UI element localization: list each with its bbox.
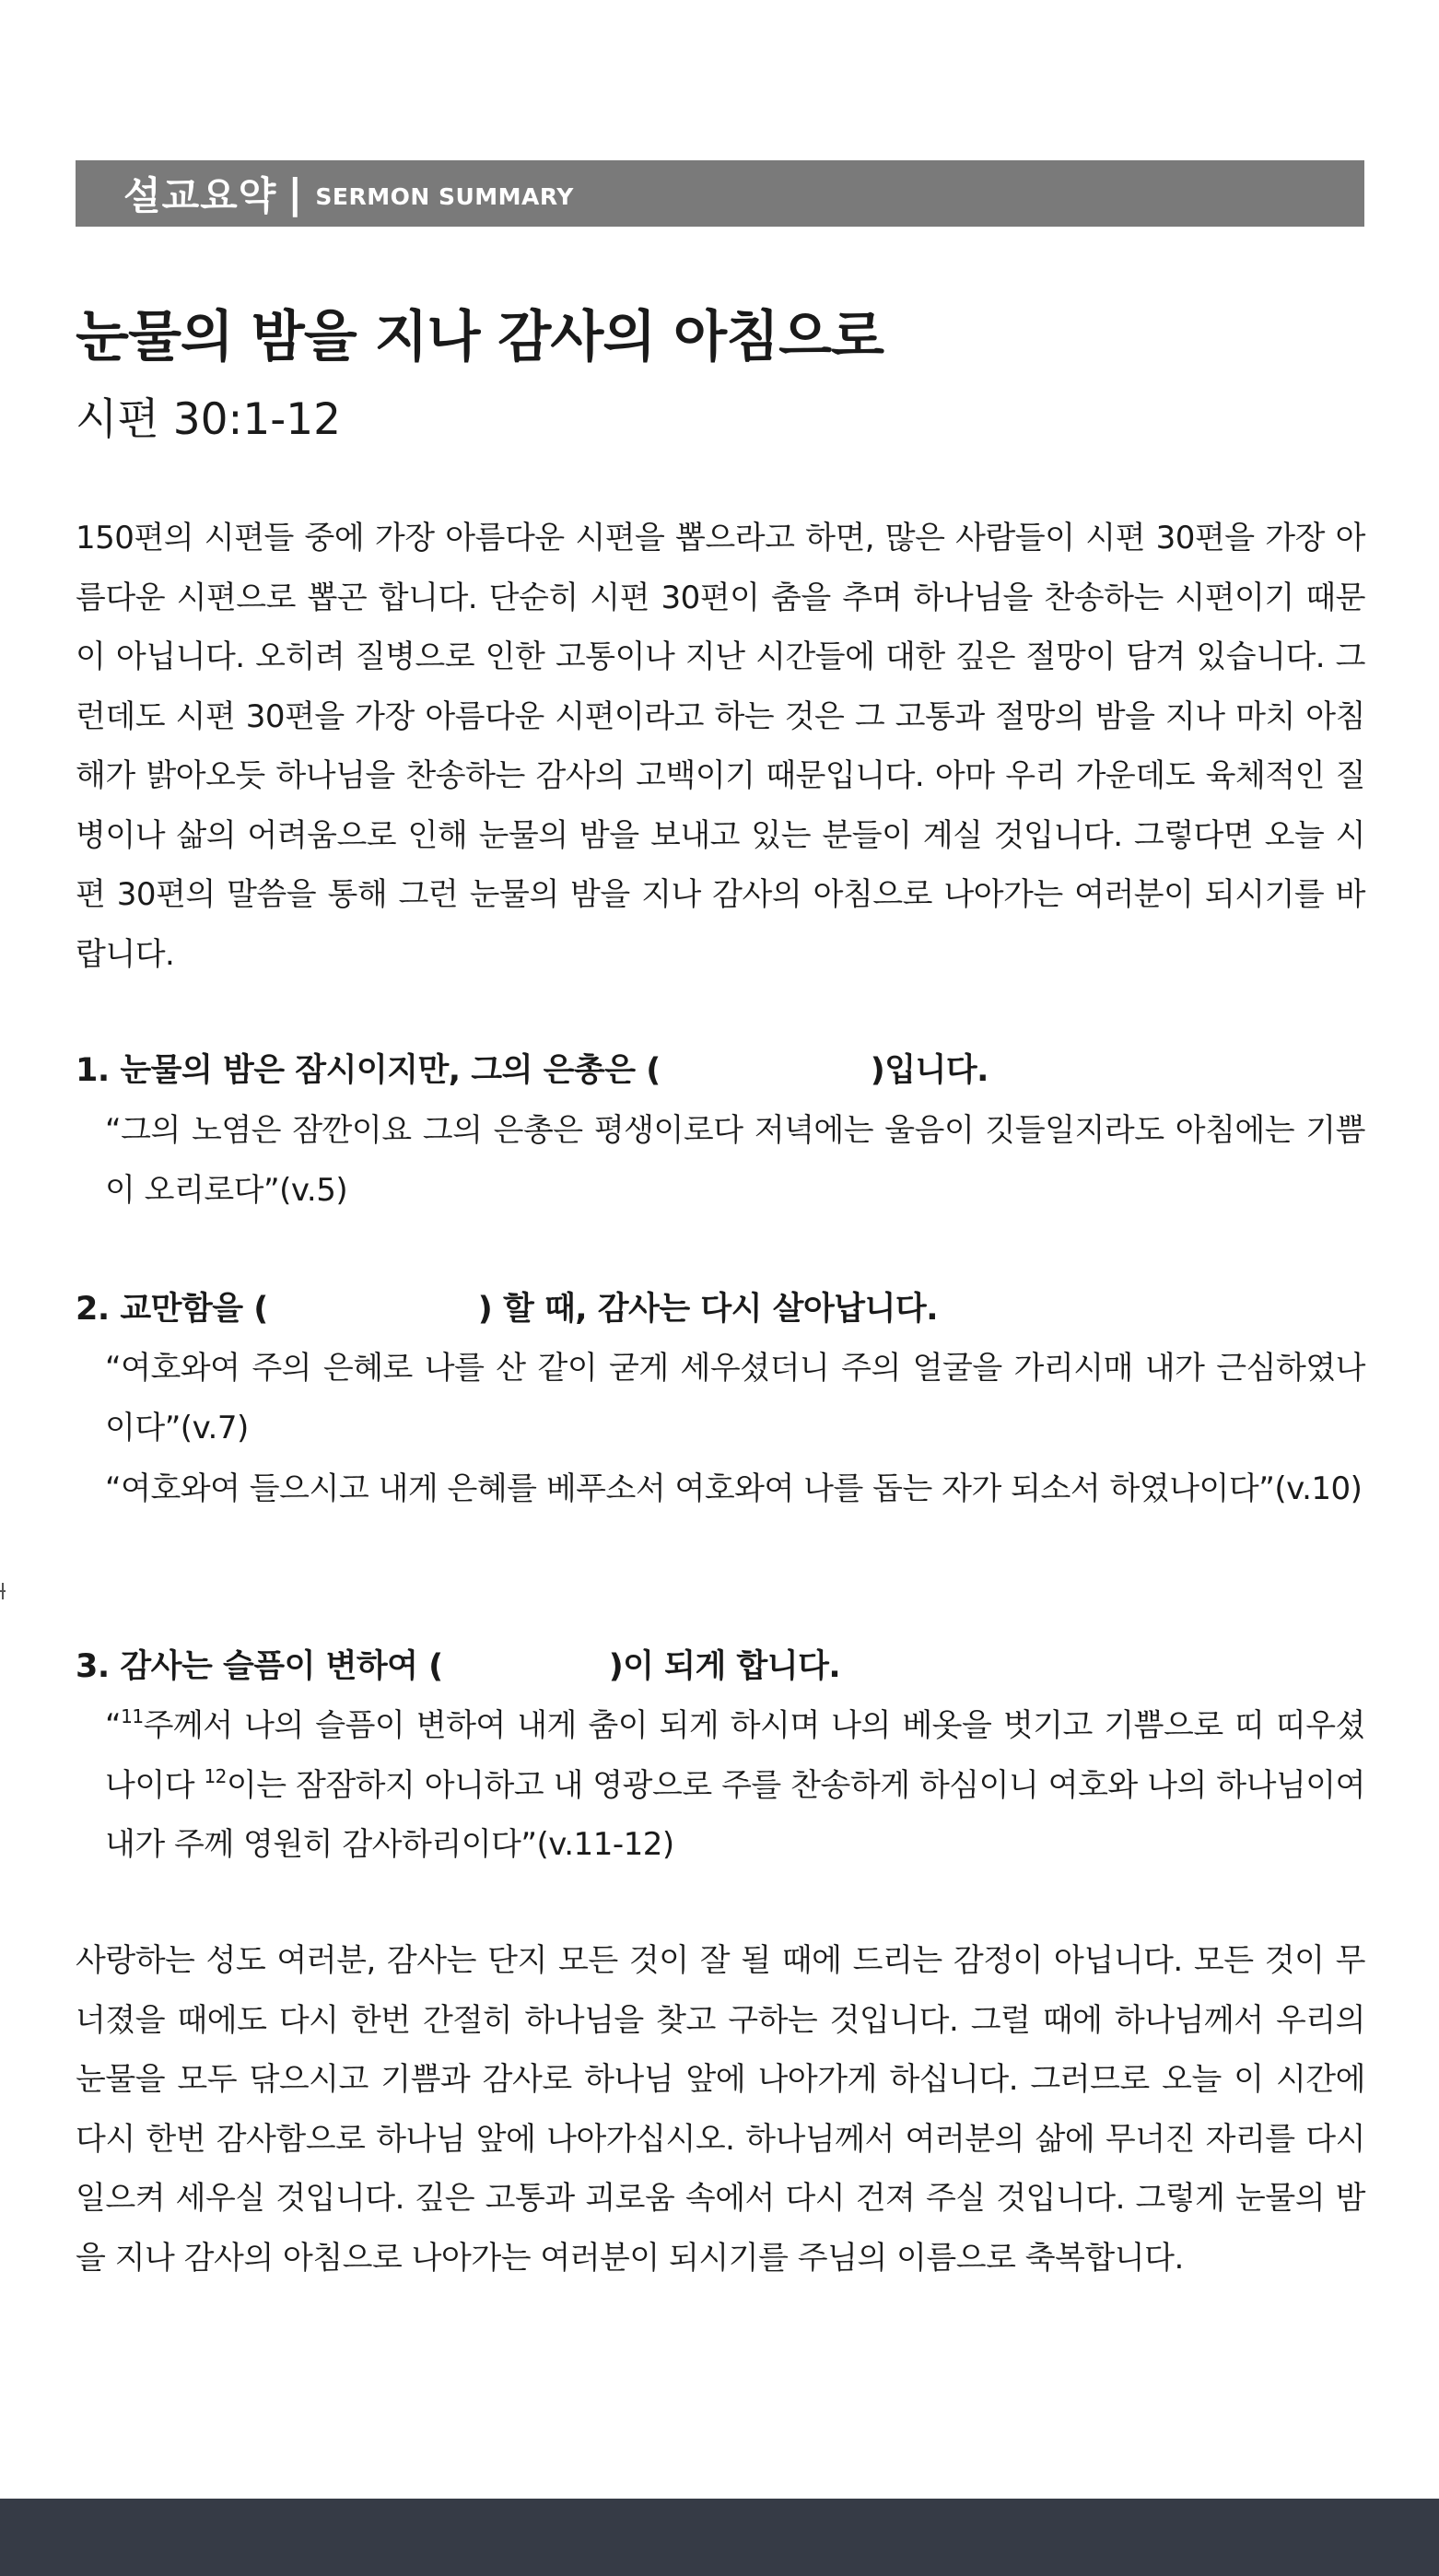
verse-12-text: 이는 잠잠하지 아니하고 내 영광으로 주를 찬송하게 하심이니 여호와 나의 하나님이여 내가 주께 영원히 감사하리이다”(v.11-12) — [105, 1766, 1365, 1863]
intro-paragraph: 150편의 시편들 중에 가장 아름다운 시편을 뽑으라고 하면, 많은 사람들이 시편 30편을 가장 아름다운 시편으로 뽑곤 합니다. 단순히 시편 30편이 춤을 추며 하나님을 찬송하는 시편이기 때문이 아닙니다. 오히려 질병으로 인한 고통이나 지난 시간들에 대한 깊은 절망이 담겨 있습니다. 그런데도 시편 30편을 가장 아름다운 시편이라고 하는 것은 그 고통과 절망의 밤을 지나 마치 아침 해가 밝아오듯 하나님을 찬송하는 감사의 고백이기 때문입니다. 아마 우리 가운데도 육체적인 질병이나 삶의 어려움으로 인해 눈물의 밤을 보내고 있는 분들이 계실 것입니다. 그렇다면 오늘 시편 30편의 말씀을 통해 그런 눈물의 밤을 지나 감사의 아침으로 나아가는 여러분이 되시기를 바랍니다. — [76, 520, 1365, 973]
sermon-title: 눈물의 밤을 지나 감사의 아침으로 — [76, 305, 883, 369]
margin-crop-mark — [0, 1581, 6, 1601]
point-2-verse-10: “여호와여 들으시고 내게 은혜를 베푸소서 여호와여 나를 돕는 자가 되소서 하였나이다”(v.10) — [105, 1470, 1363, 1507]
header-separator: | — [287, 170, 303, 217]
point-2-text-after: ) 할 때, 감사는 다시 살아납니다. — [477, 1291, 938, 1328]
point-1-text-after: )입니다. — [870, 1052, 989, 1089]
header-title-korean: 설교요약 — [123, 173, 277, 218]
point-3-heading — [76, 1641, 840, 1687]
point-2-verse-7: “여호와여 주의 은혜로 나를 산 같이 굳게 세우셨더니 주의 얼굴을 가리시매 내가 근심하였나이다”(v.7) — [105, 1350, 1365, 1446]
footer-band — [0, 2499, 1439, 2576]
point-1-heading — [76, 1045, 989, 1091]
verse-11-text: 주께서 나의 슬픔이 변하여 내게 춤이 되게 하시며 나의 베옷을 벗기고 기쁨으로 띠 띠우셨나이다 — [105, 1707, 1365, 1804]
section-header-bar — [76, 160, 1364, 227]
verse-open-quote: “ — [105, 1707, 122, 1744]
header-title-english: SERMON SUMMARY — [315, 182, 574, 210]
point-1-text-before: 1. 눈물의 밤은 잠시이지만, 그의 은총은 ( — [76, 1052, 661, 1089]
verse-number-11: 11 — [121, 1705, 144, 1727]
point-3-text-after: )이 되게 합니다. — [608, 1648, 841, 1685]
verse-number-12: 12 — [204, 1764, 227, 1787]
closing-paragraph: 사랑하는 성도 여러분, 감사는 단지 모든 것이 잘 될 때에 드리는 감정이 아닙니다. 모든 것이 무너졌을 때에도 다시 한번 간절히 하나님을 찾고 구하는 것입니다. 그럴 때에 하나님께서 우리의 눈물을 모두 닦으시고 기쁨과 감사로 하나님 앞에 나아가게 하십니다. 그러므로 오늘 이 시간에 다시 한번 감사함으로 하나님 앞에 나아가십시오. 하나님께서 여러분의 삶에 무너진 자리를 다시 일으켜 세우실 것입니다. 깊은 고통과 괴로움 속에서 다시 건져 주실 것입니다. 그렇게 눈물의 밤을 지나 감사의 아침으로 나아가는 여러분이 되시기를 주님의 이름으로 축복합니다. — [76, 1942, 1365, 2277]
point-2-text-before: 2. 교만함을 ( — [76, 1291, 268, 1328]
point-3-text-before: 3. 감사는 슬픔이 변하여 ( — [76, 1648, 443, 1685]
scripture-reference: 시편 30:1-12 — [76, 394, 342, 445]
point-2-heading — [76, 1283, 938, 1329]
point-3-verse-11-12 — [105, 1696, 1365, 1875]
point-1-verse-5: “그의 노염은 잠깐이요 그의 은총은 평생이로다 저녁에는 울음이 깃들일지라도 아침에는 기쁨이 오리로다”(v.5) — [105, 1112, 1365, 1209]
